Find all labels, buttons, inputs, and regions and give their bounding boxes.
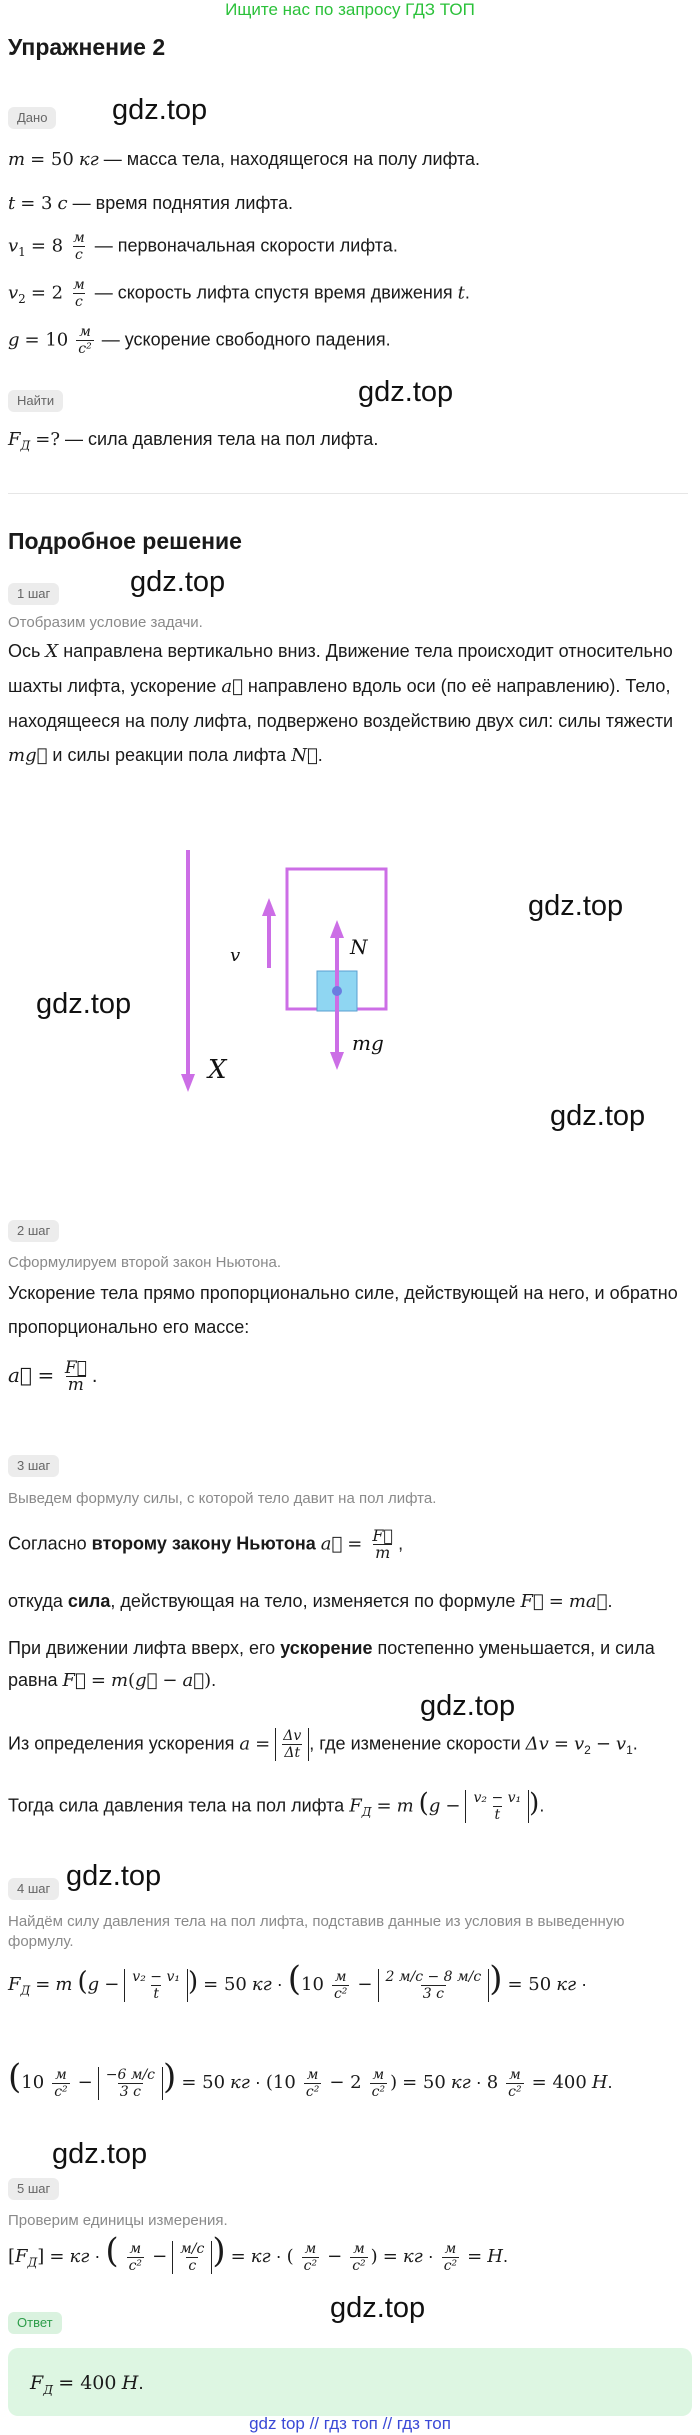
given-v1: $v_1 = 8$ $\frac{м}{с}$ — первоначальная скорости лифта. (8, 230, 398, 263)
watermark: gdz.top (112, 94, 208, 126)
given-v2: $v_2 = 2$ $\frac{м}{с}$ — скорость лифта спустя время движения t. (8, 277, 470, 310)
watermark: gdz.top (420, 1690, 516, 1722)
given-mass: m = 50 кг — масса тела, находящегося на полу лифта. (8, 149, 481, 170)
step-2-formula: a⃗ = $\frac{F⃗}{m}$ . (8, 1358, 98, 1395)
watermark: gdz.top (36, 988, 132, 1020)
step-4-label: 4 шаг (8, 1878, 59, 1900)
given-label: Дано (8, 107, 56, 129)
step-3-line-1: Согласно второму закону Ньютона a⃗ = $\frac{F⃗}{m}$ , (8, 1526, 404, 1562)
step-3-line-4: Из определения ускорения a = $\frac{\Delta v}{\Delta t}$ , где изменение скорости $\Delta v = v_2 - v_1$. (8, 1728, 638, 1761)
x-axis-arrowhead (181, 1074, 195, 1092)
step-1-text: Ось X направлена вертикально вниз. Движение тела происходит относительно шахты лифта, ускорение a⃗ направлено вдоль оси (по её направлению). Тело, находящееся на полу лифта, подвержено воздействию двух сил: силы тяжести mg⃗ и силы реакции пола лифта N⃗. (8, 641, 674, 766)
page-title: Упражнение 2 (8, 34, 166, 60)
velocity-label: v (230, 945, 241, 966)
x-axis-label: X (208, 1055, 227, 1085)
step-1-label: 1 шаг (8, 583, 59, 605)
normal-force-arrowhead (330, 920, 344, 938)
given-time: t = 3 с — время поднятия лифта. (8, 193, 293, 214)
gravity-label: mg (352, 1031, 384, 1055)
watermark: gdz.top (66, 1860, 162, 1892)
watermark: gdz.top (550, 1100, 646, 1132)
watermark: gdz.top (330, 2292, 426, 2324)
normal-force-label: N (350, 935, 368, 959)
step-1-hint: Отобразим условие задачи. (8, 614, 203, 631)
velocity-arrowhead (262, 898, 276, 916)
step-3-hint: Выведем формулу силы, с которой тело давит на пол лифта. (8, 1490, 437, 1507)
step-2-label: 2 шаг (8, 1220, 59, 1242)
step-2-hint: Сформулируем второй закон Ньютона. (8, 1254, 282, 1271)
step-3-line-3: При движении лифта вверх, его ускорение постепенно уменьшается, и сила равна F⃗ = m(g⃗ − a⃗). (8, 1638, 655, 1691)
gravity-arrowhead (330, 1052, 344, 1070)
step-4-hint: Найдём силу давления тела на пол лифта, подставив данные из условия в выведенную формулу. (8, 1913, 625, 1950)
given-g: g = 10 $\frac{м}{\text{с²}}$ — ускорение свободного падения. (8, 324, 391, 357)
divider (8, 493, 688, 494)
step-3-label: 3 шаг (8, 1455, 59, 1477)
watermark: gdz.top (130, 566, 226, 598)
answer-text: $F_Д = 400$ Н. (30, 2372, 144, 2397)
solution-title: Подробное решение (8, 528, 242, 554)
step-5-label: 5 шаг (8, 2178, 59, 2200)
step-3-line-2: откуда сила, действующая на тело, изменяется по формуле F⃗ = ma⃗. (8, 1591, 613, 1612)
force-diagram (0, 830, 700, 1130)
watermark: gdz.top (52, 2138, 148, 2170)
step-5-formula: $[F_Д]$ = кг · ( $\frac{м}{\text{с²}}$ − $\frac{м/с}{с}$ ) = кг · ( $\frac{м}{\text{с²}}$ − $\frac{м}{\text{с²}}$ ) = кг · $\frac{м}{\text{с²}}$ = Н. (8, 2231, 508, 2274)
step-4-formula-line-1: $F_Д = m$ (g − $\frac{\text{v₂ − v₁}}{t}$ ) = 50 кг · (10 $\frac{м}{\text{с²}}$ − $\frac{2 м/с - 8 м/с}{3 с}$ ) = 50 кг · (8, 1959, 588, 2002)
watermark: gdz.top (358, 376, 454, 408)
step-5-hint: Проверим единицы измерения. (8, 2212, 228, 2229)
step-2-text: Ускорение тела прямо пропорционально силе, действующей на него, и обратно пропорционально его массе: (8, 1283, 678, 1337)
bottom-links[interactable]: gdz top // гдз топ // гдз топ (249, 2414, 451, 2433)
step-3-line-5: Тогда сила давления тела на пол лифта $F_Д = m$ (g − $\frac{\text{v₂ − v₁}}{t}$ ). (8, 1788, 545, 1823)
step-4-formula-line-2: (10 $\frac{м}{\text{с²}}$ − $\frac{-6 м/с}{3 с}$ ) = 50 кг · (10 $\frac{м}{\text{с²}}$ − 2 $\frac{м}{\text{с²}}$ ) = 50 кг · 8 $\frac{м}{\text{с²}}$ = 400 Н. (8, 2057, 613, 2100)
answer-label: Ответ (8, 2312, 62, 2334)
watermark: gdz.top (528, 890, 624, 922)
top-banner[interactable]: Ищите нас по запросу ГДЗ ТОП (225, 0, 475, 19)
body-center-dot (332, 986, 342, 996)
find-line: $F_Д$ =? — сила давления тела на пол лифта. (8, 429, 379, 453)
find-label: Найти (8, 390, 63, 412)
